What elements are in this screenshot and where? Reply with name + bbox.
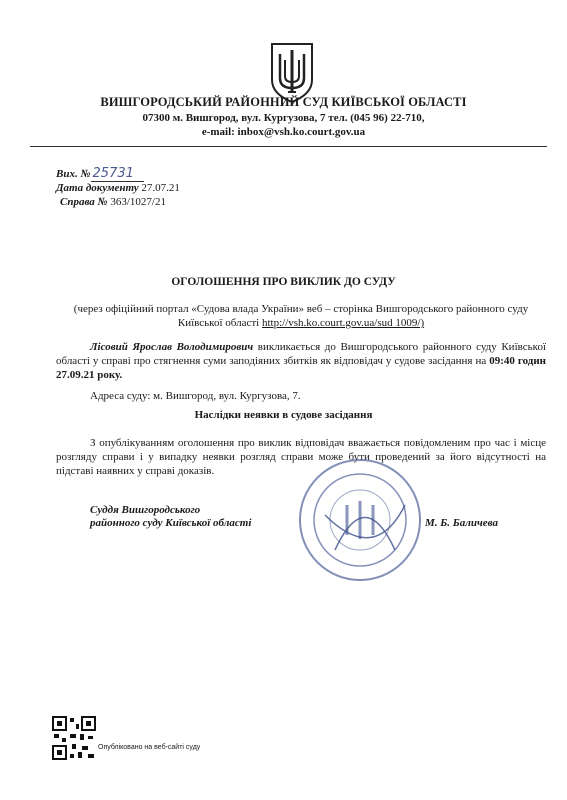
publication-source-line2: Київської області http://vsh.ko.court.gov.ua/sud 1009/) — [177, 317, 425, 329]
header-divider — [30, 146, 547, 147]
judge-position-line1: Суддя Вишгородського — [90, 504, 201, 516]
case-number-value: 363/1027/21 — [110, 196, 166, 208]
publication-source — [56, 302, 546, 330]
judge-position-line2: районного суду Київської області — [90, 517, 252, 529]
summons-paragraph — [56, 340, 546, 382]
court-address: 07300 м. Вишгород, вул. Кургузова, 7 тел. (045 96) 22-710, — [142, 112, 425, 124]
outgoing-number-value: 25731 — [91, 166, 144, 182]
case-number-line — [60, 196, 166, 208]
court-address-line: Адреса суду: м. Вишгород, вул. Кургузова, 7. — [90, 390, 301, 402]
case-number-label: Справа № — [60, 196, 108, 208]
hearing-time: 09:40 годин 27.09.21 року. — [56, 355, 546, 381]
court-email: e-mail: inbox@vsh.ko.court.gov.ua — [201, 126, 366, 138]
outgoing-number-label: Вих. № — [56, 168, 91, 180]
consequences-text: З опублікуванням оголошення про виклик відповідач вважається повідомленим про час і місце розгляду справи і у випадку неявки розгляд справи може бути проведений за його відсутності на підставі наявних у справі доказів. — [56, 437, 546, 477]
publication-source-line1: (через офіційний портал «Судова влада України» веб – сторінка Вишгородського районного суду — [73, 303, 529, 315]
document-date-line — [56, 182, 180, 194]
outgoing-number-line — [56, 166, 144, 181]
summons-text: викликається до Вишгородського районного суду Київської області у справі про стягнення суми заподіяних збитків як відповідач у судове засідання на — [56, 341, 546, 367]
court-seal-icon — [295, 455, 425, 585]
court-website-link[interactable]: http://vsh.ko.court.gov.ua/sud 1009/) — [261, 317, 425, 329]
consequences-title: Наслідки неявки в судове засідання — [194, 409, 373, 421]
document-date-label: Дата документу — [56, 182, 139, 194]
judge-name: М. Б. Баличева — [425, 517, 499, 529]
court-name: ВИШГОРОДСЬКИЙ РАЙОННИЙ СУД КИЇВСЬКОЇ ОБЛАСТІ — [100, 95, 467, 109]
document-date-value: 27.07.21 — [141, 182, 180, 194]
notice-title: ОГОЛОШЕННЯ ПРО ВИКЛИК ДО СУДУ — [171, 276, 396, 288]
qr-caption: Опубліковано на веб-сайті суду — [98, 744, 201, 751]
defendant-name: Лісовий Ярослав Володимирович — [90, 341, 254, 353]
qr-code-icon — [52, 716, 96, 760]
